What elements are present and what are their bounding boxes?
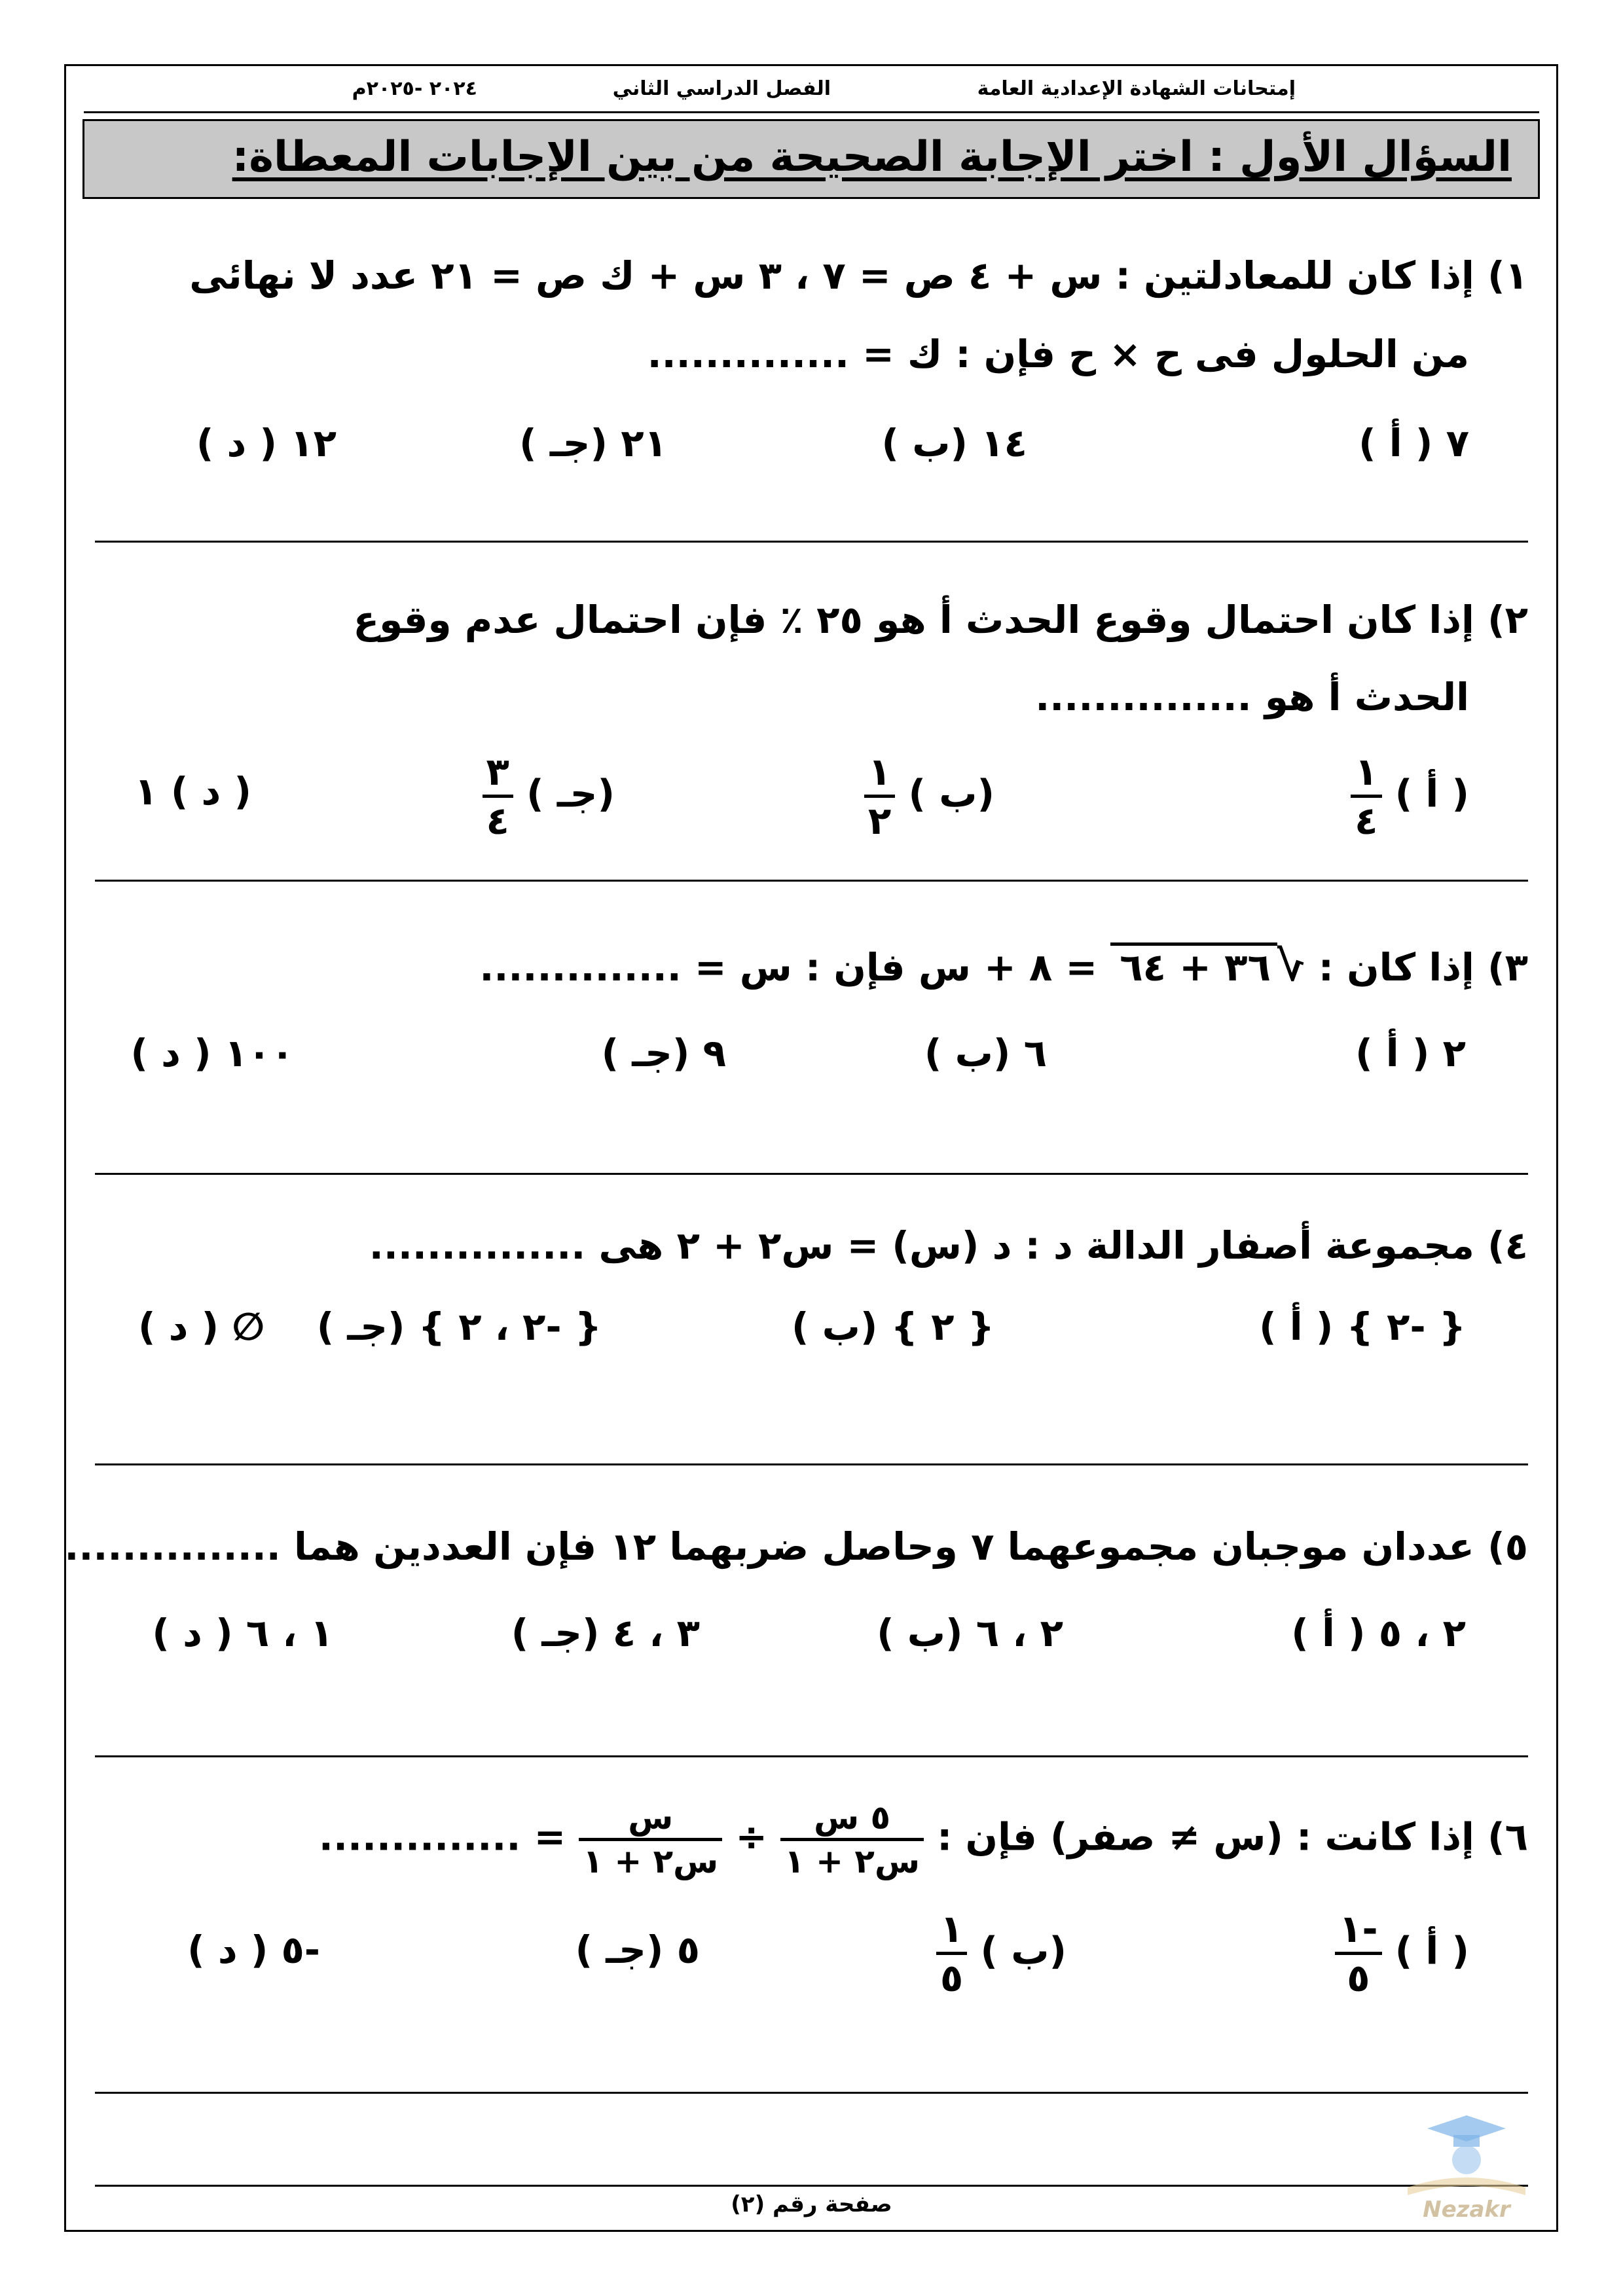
q6-line1 — [319, 1801, 1528, 1878]
q6-fraction-2 — [579, 1801, 722, 1878]
q2-a-num: ١ — [1351, 753, 1381, 798]
q1-option-a[interactable]: ٧ ( أ ) — [1359, 421, 1469, 465]
divider — [95, 880, 1528, 882]
q6-fraction-1 — [780, 1801, 924, 1878]
q2-option-a-fraction — [1351, 749, 1381, 843]
q2-b-den: ٢ — [867, 798, 892, 843]
divider — [95, 2092, 1528, 2094]
page-number: صفحة رقم (٢) — [731, 2191, 892, 2217]
q2-line2: الحدث أ هو ............... — [1035, 675, 1469, 719]
q2-a-den: ٤ — [1355, 798, 1378, 843]
section-title: السؤال الأول : اختر الإجابة الصحيحة من بين الإجابات المعطاة: — [232, 133, 1512, 181]
q4-option-b[interactable]: { ٢ } (ب ) — [791, 1304, 994, 1349]
q5-option-a[interactable]: ٢ ، ٥ ( أ ) — [1291, 1611, 1466, 1655]
q3-option-b[interactable]: ٦ (ب ) — [924, 1031, 1047, 1075]
q6-b-num: ١ — [936, 1910, 967, 1955]
q3-lead: ٣) إذا كان : — [1318, 945, 1528, 990]
q6-a-num: -١ — [1335, 1910, 1381, 1955]
exam-title: إمتحانات الشهادة الإعدادية العامة — [977, 77, 1296, 100]
q6-lead: ٦) إذا كانت : (س ≠ صفر) فإن : — [937, 1814, 1528, 1859]
q3-option-d[interactable]: ١٠٠ ( د ) — [130, 1031, 294, 1075]
q1-line1: ١) إذا كان للمعادلتين : س + ٤ ص = ٧ ، ٣ س + ك ص = ٢١ عدد لا نهائى — [189, 253, 1528, 298]
year-label: ٢٠٢٤ -٢٠٢٥م — [352, 77, 477, 100]
header-rule — [84, 111, 1539, 113]
q2-b-num: ١ — [864, 753, 895, 798]
q3-radicand: ٣٦ + ٦٤ — [1110, 942, 1277, 986]
q4-line1: ٤) مجموعة أصفار الدالة د : د (س) = س٢ + ٢ هى ............... — [369, 1223, 1528, 1268]
logo-text: Nezakr — [1423, 2197, 1510, 2223]
q6-b-den: ٥ — [939, 1956, 964, 2000]
q6-option-b-fraction — [936, 1907, 967, 2000]
q6-operator: ÷ — [735, 1814, 767, 1859]
q1-option-d[interactable]: ١٢ ( د ) — [196, 421, 337, 465]
q4-option-a[interactable]: { -٢ } ( أ ) — [1259, 1304, 1466, 1349]
q6-option-d[interactable]: -٥ ( د ) — [187, 1928, 320, 1972]
footer-rule — [95, 2185, 1528, 2187]
q2-option-c[interactable] — [483, 749, 615, 843]
q6-f1-num: ٥ س — [780, 1801, 924, 1841]
q3-tail: = ٨ + س فإن : س = .............. — [479, 945, 1098, 990]
page-border — [64, 64, 1558, 2232]
q2-c-num: ٣ — [483, 753, 513, 798]
q2-option-c-label: (جـ ) — [526, 771, 615, 816]
q2-option-c-fraction — [483, 749, 513, 843]
q2-option-d[interactable]: ( د ) ١ — [134, 769, 251, 814]
q5-option-c[interactable]: ٣ ، ٤ (جـ ) — [511, 1611, 700, 1655]
q6-option-a[interactable] — [1335, 1907, 1469, 2000]
q3-option-c[interactable]: ٩ (جـ ) — [601, 1031, 726, 1075]
divider — [95, 1755, 1528, 1757]
divider — [95, 1173, 1528, 1175]
q5-line1: ٥) عددان موجبان مجموعهما ٧ وحاصل ضربهما ١٢ فإن العددين هما ............... — [64, 1524, 1528, 1569]
q6-tail: = .............. — [318, 1814, 566, 1859]
q3-line1 — [479, 942, 1528, 991]
q2-option-a-label: ( أ ) — [1395, 771, 1469, 816]
section-banner — [82, 119, 1540, 199]
q5-option-b[interactable]: ٢ ، ٦ (ب ) — [877, 1611, 1063, 1655]
q6-a-den: ٥ — [1347, 1956, 1370, 2000]
q6-option-b[interactable] — [936, 1907, 1067, 2000]
q4-option-c[interactable]: { -٢ ، ٢ } (جـ ) — [316, 1304, 602, 1349]
term-label: الفصل الدراسي الثاني — [612, 77, 831, 100]
q2-option-b[interactable] — [864, 749, 994, 843]
q4-option-d[interactable]: ∅ ( د ) — [137, 1304, 264, 1349]
divider — [95, 1463, 1528, 1465]
q6-f1-den: س٢ + ١ — [784, 1842, 920, 1880]
q2-c-den: ٤ — [486, 798, 509, 843]
q2-option-b-label: (ب ) — [908, 771, 994, 816]
q6-option-b-label: (ب ) — [980, 1928, 1067, 1973]
q6-f2-den: س٢ + ١ — [583, 1842, 719, 1880]
q2-line1: ٢) إذا كان احتمال وقوع الحدث أ هو ٢٥ ٪ فإن احتمال عدم وقوع — [353, 598, 1528, 642]
q2-option-a[interactable] — [1351, 749, 1469, 843]
q6-f2-num: س — [579, 1801, 722, 1841]
q3-option-a[interactable]: ٢ ( أ ) — [1355, 1031, 1466, 1075]
q1-option-b[interactable]: ١٤ (ب ) — [881, 421, 1027, 465]
divider — [95, 541, 1528, 543]
q6-option-a-label: ( أ ) — [1395, 1928, 1469, 1973]
q6-option-c[interactable]: ٥ (جـ ) — [575, 1928, 700, 1972]
nezakr-logo — [1381, 2109, 1552, 2223]
q5-option-d[interactable]: ١ ، ٦ ( د ) — [152, 1611, 333, 1655]
radical-sign-icon: √ — [1277, 942, 1305, 991]
q2-option-b-fraction — [864, 749, 895, 843]
q6-option-a-fraction — [1335, 1907, 1381, 2000]
q1-line2: من الحلول فى ح × ح فإن : ك = .............. — [647, 332, 1469, 376]
q1-option-c[interactable]: ٢١ (جـ ) — [519, 421, 667, 465]
